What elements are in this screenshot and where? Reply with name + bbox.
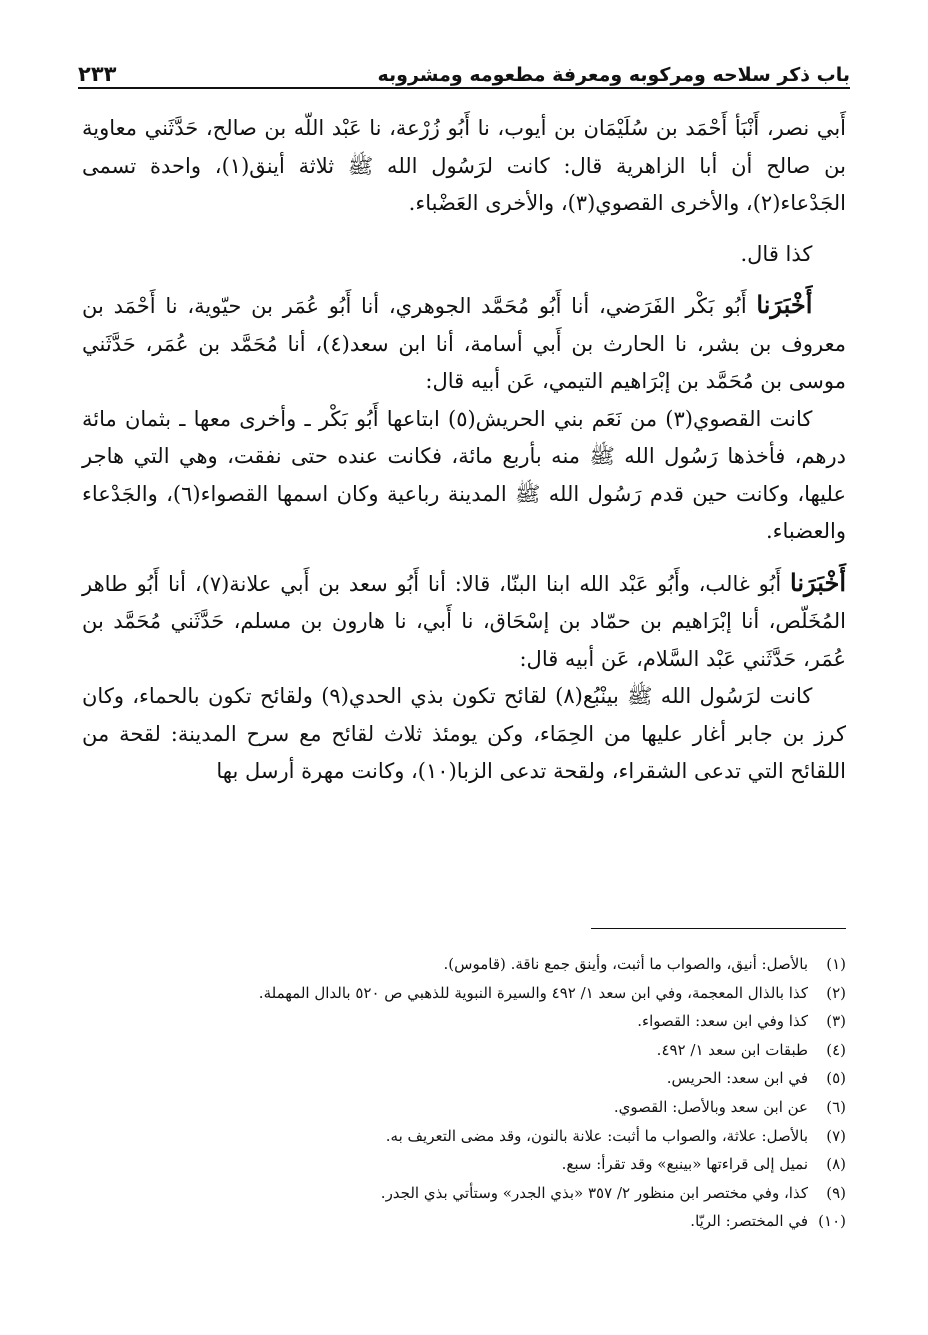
footnote [82, 1150, 846, 1179]
footnote [82, 979, 846, 1008]
footnote-number: (١) [826, 955, 846, 973]
running-header [78, 46, 850, 86]
footnote-text: كذا بالذال المعجمة، وفي ابن سعد ١/ ٤٩٢ والسيرة النبوية للذهبي ص ٥٢٠ بالدال المهملة. [258, 983, 808, 1002]
footnote-number: (٨) [826, 1155, 846, 1174]
paragraph: أَخْبَرَنا أَبُو بَكْر الفَرَضي، أنا أَبُو مُحَمَّد الجوهري، أنا أَبُو عُمَر بن حيّوية، نا أَحْمَد بن معروف بن بشر، نا الحارث بن أَبي أسامة، أنا ابن سعد(٤)، أنا مُحَمَّد بن عُمَر، حَدَّثَني موسى بن مُحَمَّد بن إبْرَاهيم التيمي، عَن أبيه قال: [82, 290, 846, 393]
khabar-word: أَخْبَرَنا [790, 567, 846, 597]
paragraph: أَبي نصر، أَنْبَأ أَحْمَد بن سُلَيْمَان بن أيوب، نا أَبُو زُرْعة، نا عَبْد اللّه بن صالح، حَدَّثَني معاوية بن صالح أن أبا الزاهرية قال: كانت لرَسُول الله ﷺ ثلاثة أينق(١)، واحدة تسمى الجَدْعاء(٢)، والأخرى القصوي(٣)، والأخرى العَضْباء. [82, 116, 847, 215]
footnote [82, 950, 846, 979]
footnote [82, 1064, 846, 1093]
footnote-text: طبقات ابن سعد ١/ ٤٩٢. [656, 1040, 808, 1059]
main-text [82, 110, 846, 791]
footnote [82, 1207, 846, 1236]
header-divider [78, 87, 850, 89]
footnote [82, 1179, 846, 1208]
footnote-text: في ابن سعد: الحريس. [666, 1069, 808, 1088]
footnote-text: بالأصل: أنيق، والصواب ما أثبت، وأينق جمع ناقة. (قاموس). [443, 955, 808, 973]
paragraph: كانت لرَسُول الله ﷺ بينْبُع(٨) لقائح تكون بذي الحدي(٩) ولقائح تكون بالحماء، وكان كرز بن جابر أغار عليها من الحِمَاء، وكن يومئذ ثلاث لقائح مع سرح المدينة: لقحة من اللقائح التي تدعى الشقراء، ولقحة تدعى الزبا(١٠)، وكانت مهرة أرسل بها [82, 684, 846, 783]
footnote-number: (٤) [826, 1040, 846, 1059]
footnote [82, 1093, 846, 1122]
footnote-text: في المختصر: الريّا. [690, 1212, 808, 1231]
chapter-title: باب ذكر سلاحه ومركوبه ومعرفة مطعومه ومشروبه [377, 64, 850, 86]
paragraph: كذا قال. [740, 241, 813, 266]
footnote-text: نميل إلى قراءتها «بينبع» وقد تقرأ: سبع. [561, 1155, 808, 1174]
footnote-number: (١٠) [818, 1212, 846, 1231]
paragraph: كانت القصوي(٣) من نَعَم بني الحريش(٥) ابتاعها أَبُو بَكْر ـ وأخرى معها ـ بثمان مائة درهم، فأخذها رَسُول الله ﷺ منه بأربع مائة، فكانت عنده حتى نفقت، وهي التي هاجر عليها، وكانت حين قدم رَسُول الله ﷺ المدينة رباعية وكان اسمها القصواء(٦)، والجَدْعاء والعضباء. [82, 406, 846, 543]
footnote-number: (٧) [826, 1126, 846, 1145]
footnote [82, 1036, 846, 1065]
footnote-number: (٦) [826, 1097, 846, 1116]
page-number: ٢٣٣ [78, 62, 117, 86]
paragraph: أَخْبَرَنا أَبُو غالب، وأَبُو عَبْد الله ابنا البنّا، قالا: أنا أَبُو سعد بن أَبي علانة(٧)، أنا أَبُو طاهر المُخَلّص، أنا إبْرَاهيم بن حمّاد بن إسْحَاق، نا أَبي، نا هارون بن مسلم، حَدَّثَني مُحَمَّد بن عُمَر، حَدَّثَني عَبْد السَّلام، عَن أبيه قال: [82, 567, 846, 671]
footnote-number: (٢) [826, 983, 846, 1002]
footnote [82, 1007, 846, 1036]
footnotes [82, 950, 846, 1236]
footnote-number: (٩) [826, 1183, 846, 1202]
footnote-number: (٣) [826, 1012, 846, 1031]
footnote-number: (٥) [826, 1069, 846, 1088]
footnote-text: كذا، وفي مختصر ابن منظور ٢/ ٣٥٧ «بذي الجدر» وستأتي بذي الجدر. [380, 1183, 808, 1202]
khabar-word: أَخْبَرَنا [756, 290, 813, 319]
footnote-text: عن ابن سعد وبالأصل: القصوي. [613, 1097, 808, 1116]
footnote-text: كذا وفي ابن سعد: القصواء. [637, 1012, 808, 1031]
footnote-divider [591, 928, 846, 929]
footnote [82, 1122, 846, 1151]
footnote-text: بالأصل: علاثة، والصواب ما أثبت: علانة بالنون، وقد مضى التعريف به. [385, 1126, 808, 1145]
